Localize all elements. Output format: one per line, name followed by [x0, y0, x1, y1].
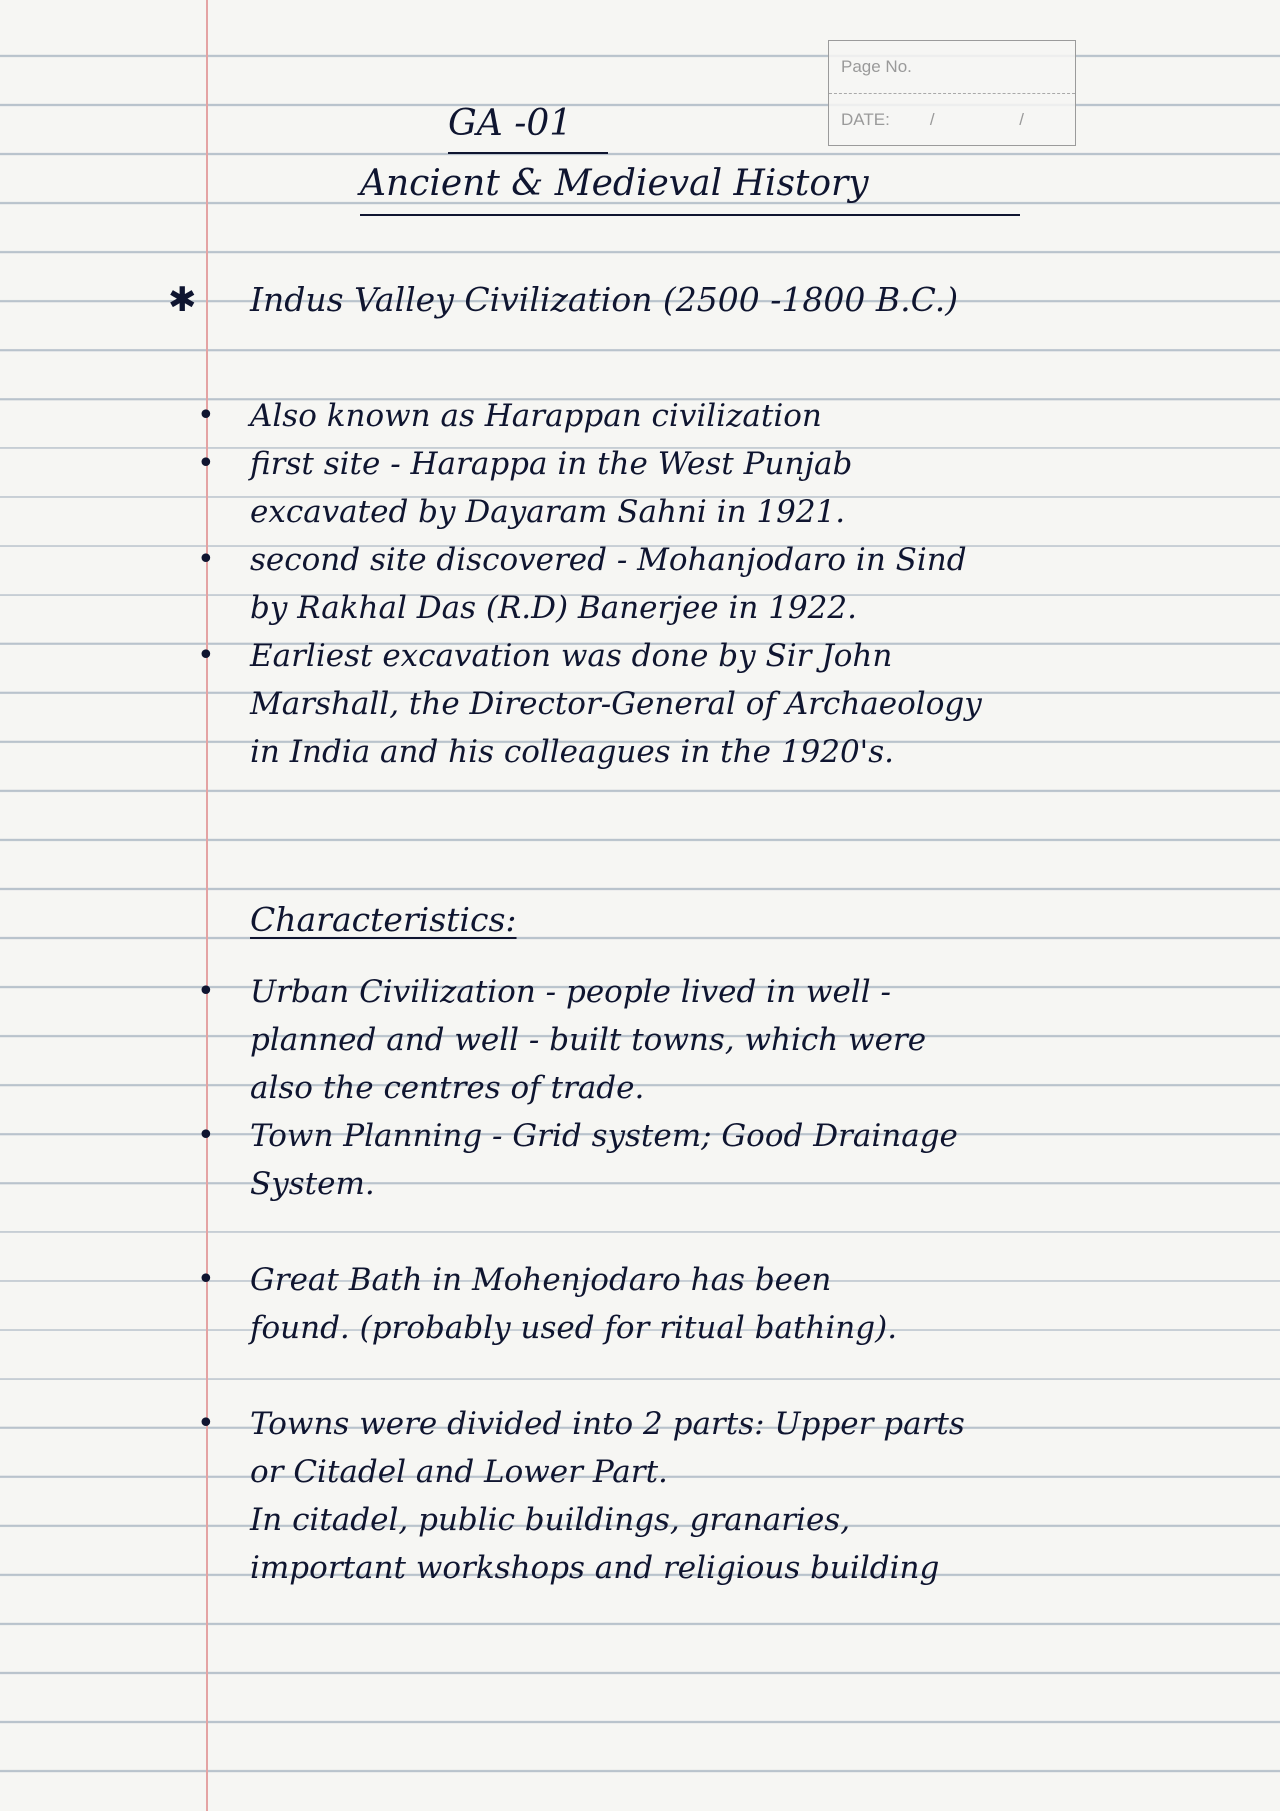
date-separators: / /: [929, 109, 1064, 129]
note-line: Towns were divided into 2 parts: Upper parts: [250, 1406, 965, 1442]
note-line: Urban Civilization - people lived in well -: [250, 974, 891, 1010]
note-line: found. (probably used for ritual bathing).: [250, 1310, 898, 1346]
note-line: first site - Harappa in the West Punjab: [250, 446, 853, 482]
notes-subject: Ancient & Medieval History: [360, 163, 869, 204]
note-line: by Rakhal Das (R.D) Banerjee in 1922.: [250, 590, 857, 626]
notes-subject-underline: [360, 214, 1020, 216]
page-no-label: Page No.: [841, 57, 912, 76]
note-line: important workshops and religious building: [250, 1550, 940, 1586]
note-line: Great Bath in Mohenjodaro has been: [250, 1262, 832, 1298]
asterisk-icon: ✱: [168, 280, 197, 320]
note-line: Town Planning - Grid system; Good Drainage: [250, 1118, 958, 1154]
bullet-icon: •: [197, 974, 215, 1009]
bullet-icon: •: [197, 638, 215, 673]
bullet-icon: •: [197, 446, 215, 481]
margin-line: [206, 0, 208, 1811]
note-line: Marshall, the Director-General of Archaeology: [250, 686, 982, 722]
date-label: DATE:: [841, 109, 890, 129]
topic-heading: Indus Valley Civilization (2500 -1800 B.C.): [250, 280, 959, 319]
page-no-row: [829, 41, 1075, 93]
bullet-icon: •: [197, 398, 215, 433]
page-date-box: [828, 40, 1076, 146]
bullet-icon: •: [197, 1118, 215, 1153]
notes-code: GA -01: [448, 103, 573, 144]
note-line: System.: [250, 1166, 375, 1202]
note-line: In citadel, public buildings, granaries,: [250, 1502, 851, 1538]
date-row: [829, 93, 1075, 145]
note-line: in India and his colleagues in the 1920's.: [250, 734, 894, 770]
bullet-icon: •: [197, 542, 215, 577]
note-line: also the centres of trade.: [250, 1070, 645, 1106]
notes-code-underline: [448, 152, 608, 154]
note-line: or Citadel and Lower Part.: [250, 1454, 668, 1490]
note-line: planned and well - built towns, which were: [250, 1022, 927, 1058]
note-line: Earliest excavation was done by Sir John: [250, 638, 893, 674]
note-line: excavated by Dayaram Sahni in 1921.: [250, 494, 846, 530]
note-line: second site discovered - Mohanjodaro in Sind: [250, 542, 967, 578]
bullet-icon: •: [197, 1406, 215, 1441]
characteristics-heading: Characteristics:: [250, 900, 517, 939]
bullet-icon: •: [197, 1262, 215, 1297]
note-line: Also known as Harappan civilization: [250, 398, 822, 434]
